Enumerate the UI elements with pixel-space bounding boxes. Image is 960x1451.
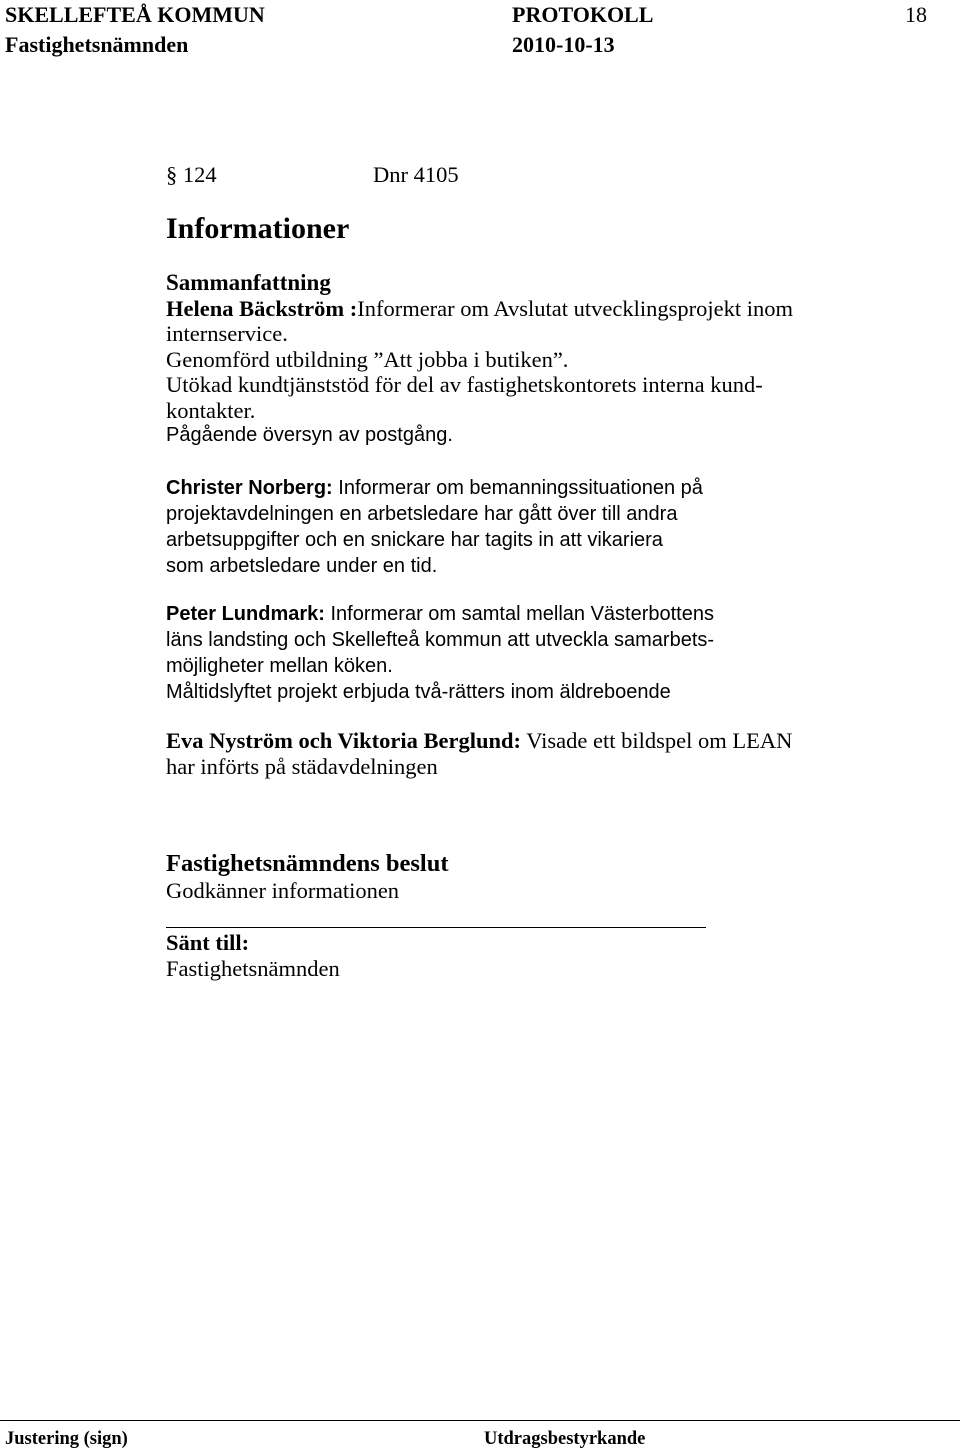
page-number: 18 bbox=[905, 2, 927, 27]
helena-line-2: internservice. bbox=[166, 321, 288, 347]
peter-speaker: Peter Lundmark: bbox=[166, 603, 325, 625]
decision-text: Godkänner informationen bbox=[166, 878, 400, 903]
header-org: SKELLEFTEÅ KOMMUN bbox=[5, 2, 265, 27]
footer-utdragsbestyrkande: Utdragsbestyrkande bbox=[484, 1429, 646, 1449]
helena-text: Informerar om Avslutat utvecklingsprojekt inom bbox=[357, 296, 793, 321]
peter-line-3: möjligheter mellan köken. bbox=[166, 655, 393, 677]
eva-text: Visade ett bildspel om LEAN bbox=[526, 728, 793, 753]
distribution-recipient: Fastighetsnämnden bbox=[166, 956, 340, 981]
helena-line-6: Pågående översyn av postgång. bbox=[166, 424, 453, 447]
page-title: Informationer bbox=[166, 212, 350, 245]
footer-justering: Justering (sign) bbox=[5, 1429, 128, 1449]
christer-line-4: som arbetsledare under en tid. bbox=[166, 555, 438, 577]
item-dnr: Dnr 4105 bbox=[373, 162, 459, 187]
peter-text: Informerar om samtal mellan Västerbottens bbox=[330, 603, 714, 625]
header-date: 2010-10-13 bbox=[512, 32, 615, 57]
christer-line-2: projektavdelningen en arbetsledare har gått över till andra bbox=[166, 503, 678, 525]
footer-divider bbox=[0, 1420, 960, 1421]
peter-line-2: läns landsting och Skellefteå kommun att utveckla samarbets- bbox=[166, 629, 715, 651]
eva-line-2: har införts på städavdelningen bbox=[166, 754, 438, 779]
summary-heading: Sammanfattning bbox=[166, 270, 331, 295]
peter-line-1 bbox=[166, 601, 714, 627]
header-doc-type: PROTOKOLL bbox=[512, 2, 654, 27]
decision-heading: Fastighetsnämndens beslut bbox=[166, 850, 449, 877]
header-committee: Fastighetsnämnden bbox=[5, 32, 189, 57]
christer-speaker: Christer Norberg: bbox=[166, 477, 333, 499]
item-number: 124 bbox=[182, 162, 217, 187]
helena-entry bbox=[166, 296, 793, 448]
christer-text: Informerar om bemanningssituationen på bbox=[338, 477, 703, 499]
divider-line bbox=[166, 927, 706, 928]
christer-line-1 bbox=[166, 475, 703, 501]
helena-line-3: Genomförd utbildning ”Att jobba i butiken”. bbox=[166, 346, 569, 372]
eva-line-1 bbox=[166, 728, 792, 754]
eva-speaker: Eva Nyström och Viktoria Berglund: bbox=[166, 728, 522, 753]
peter-entry bbox=[166, 601, 714, 705]
peter-line-4: Måltidslyftet projekt erbjuda två-rätters inom äldreboende bbox=[166, 681, 671, 703]
item-paragraph bbox=[166, 162, 217, 188]
helena-line-4: Utökad kundtjänststöd för del av fastighetskontorets interna kund- bbox=[166, 372, 763, 398]
eva-entry bbox=[166, 728, 792, 780]
helena-line-1 bbox=[166, 296, 793, 321]
christer-entry bbox=[166, 475, 703, 579]
section-sign: § bbox=[166, 162, 178, 187]
helena-speaker: Helena Bäckström : bbox=[166, 296, 358, 321]
helena-line-5: kontakter. bbox=[166, 397, 256, 423]
christer-line-3: arbetsuppgifter och en snickare har tagits in att vikariera bbox=[166, 529, 663, 551]
distribution-label: Sänt till: bbox=[166, 930, 250, 955]
